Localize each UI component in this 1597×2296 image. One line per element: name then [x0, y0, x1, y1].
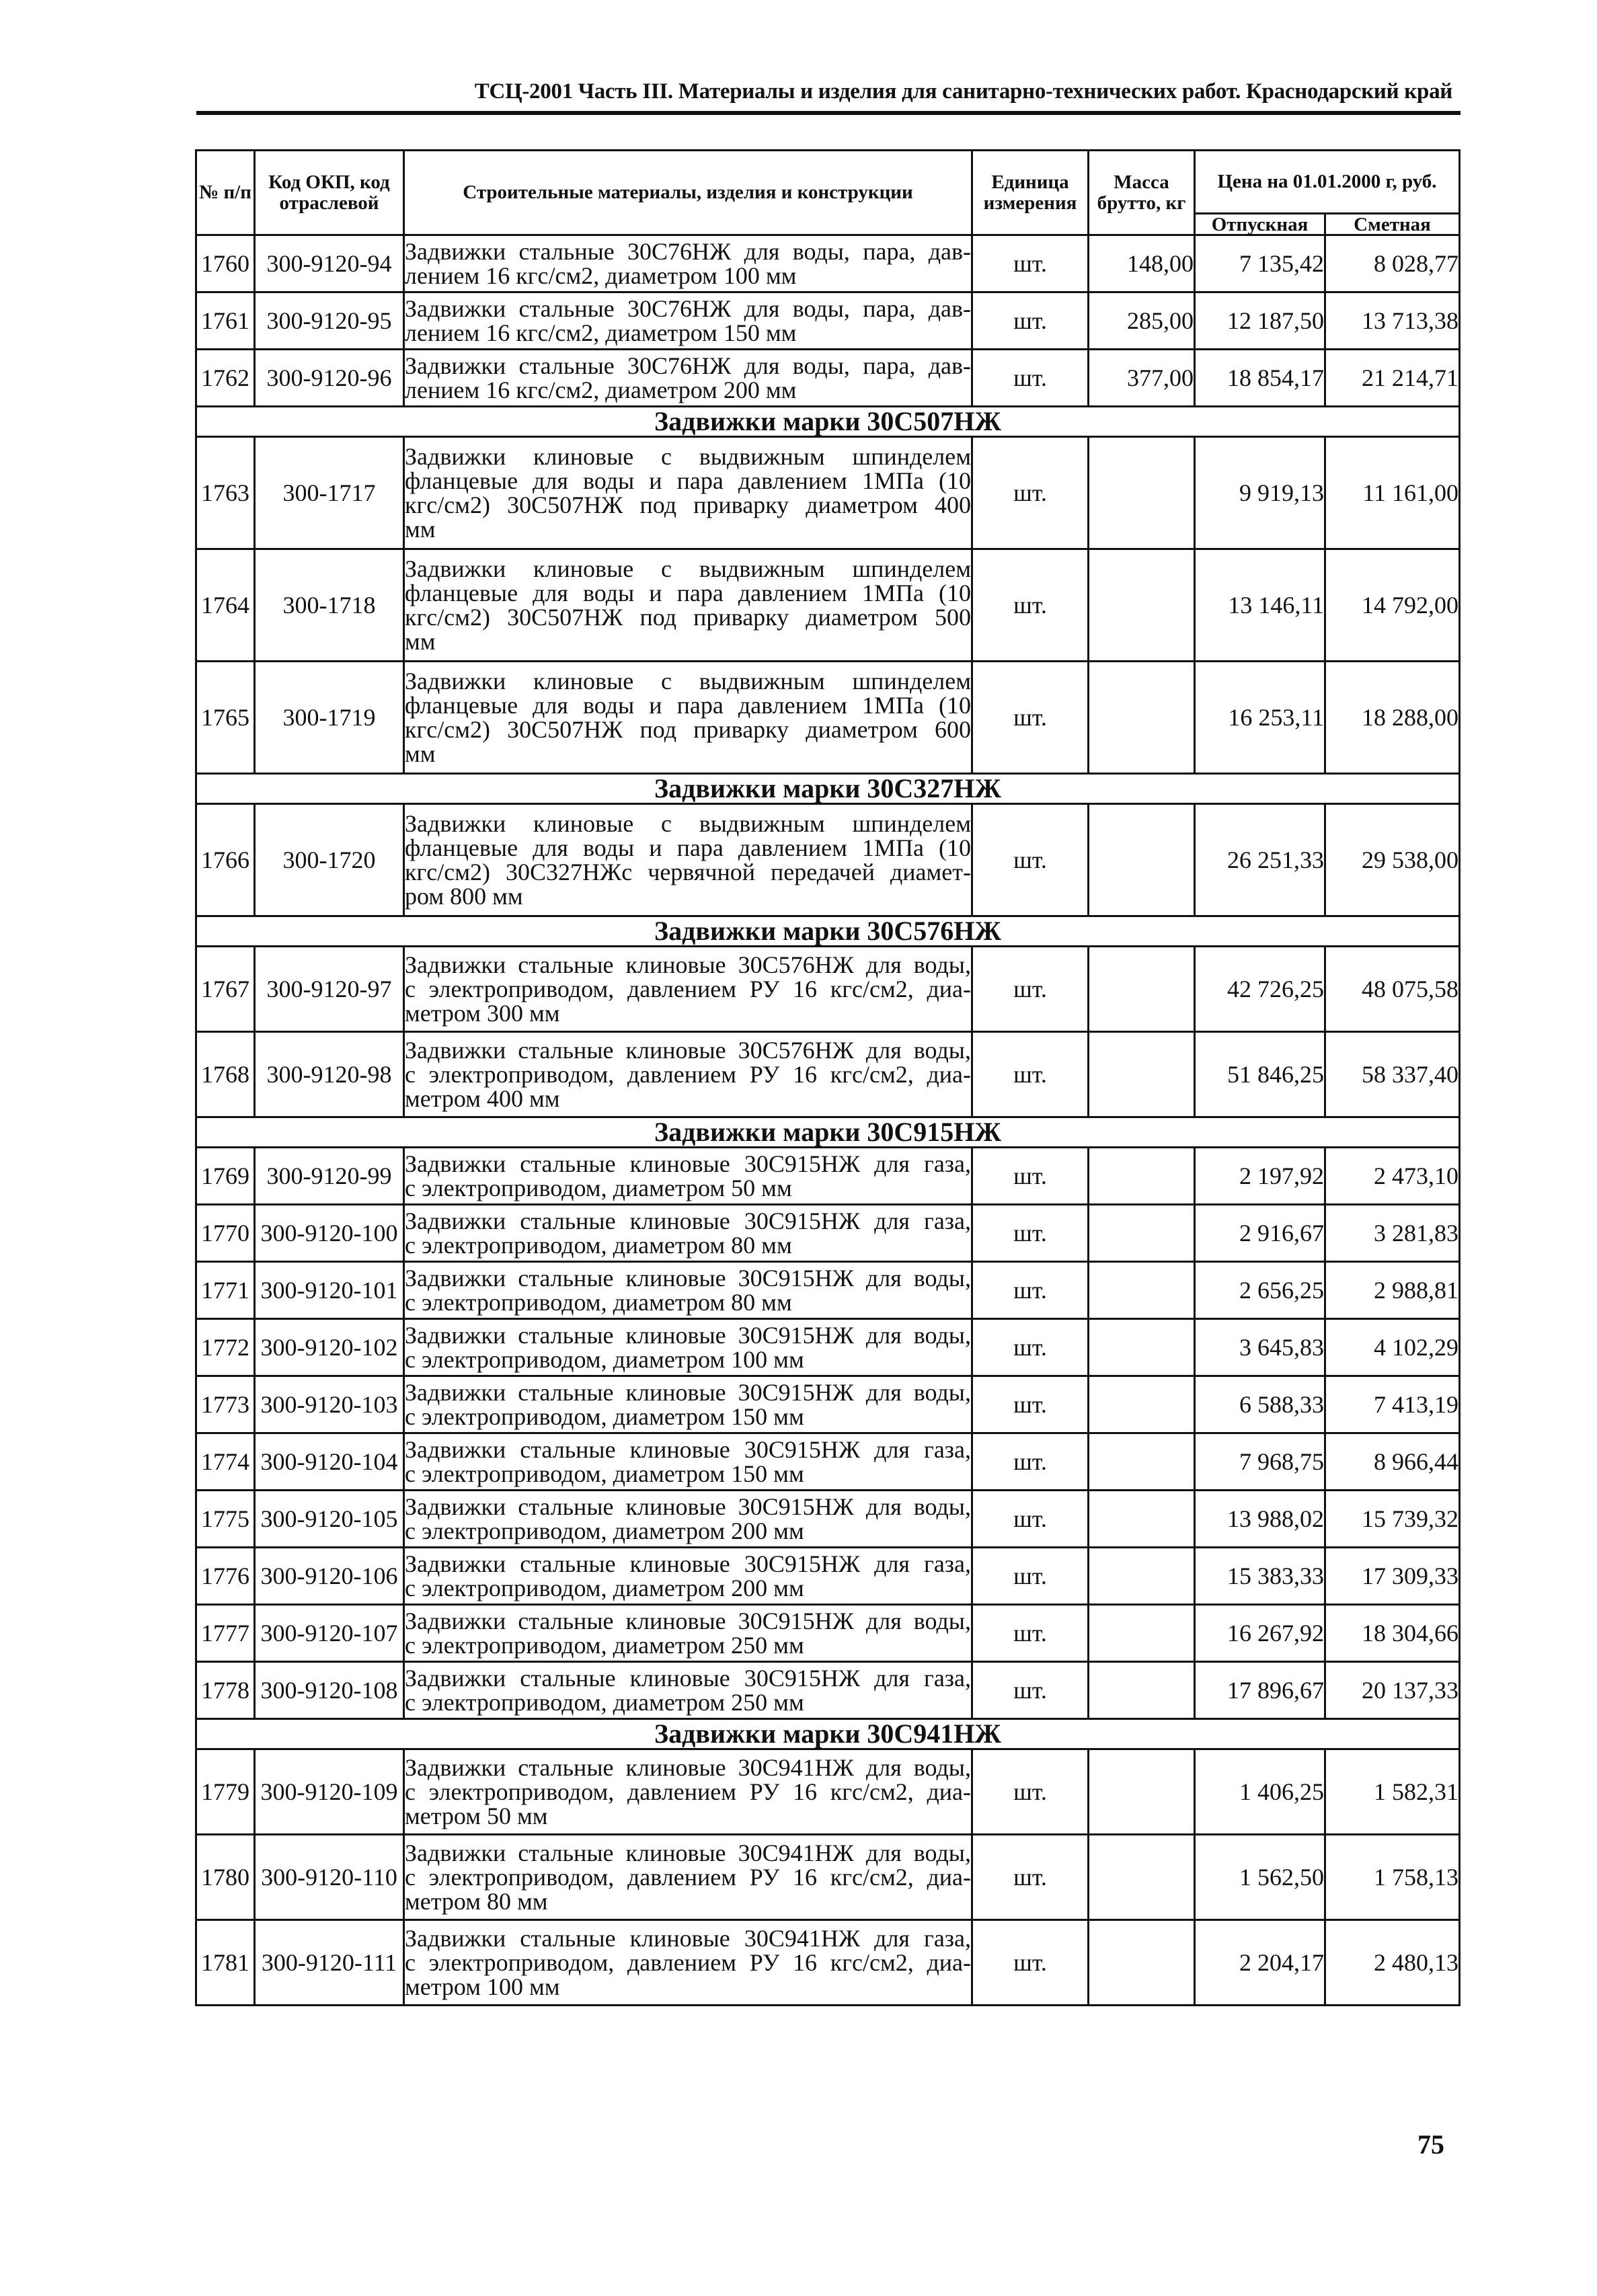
unit-of-measure: шт.: [972, 1749, 1089, 1835]
unit-of-measure: шт.: [972, 804, 1089, 916]
row-number: 1772: [196, 1319, 255, 1376]
release-price: 13 988,02: [1195, 1491, 1325, 1548]
unit-of-measure: шт.: [972, 1319, 1089, 1376]
material-description: [404, 292, 972, 350]
section-header-row: [196, 407, 1460, 437]
okp-code: 300-9120-96: [255, 350, 404, 407]
okp-code: 300-9120-111: [255, 1920, 404, 2006]
description-line: Задвижки стальные 30С76НЖ для воды, пара, дав-: [405, 295, 971, 322]
description-line: Задвижки стальные клиновые 30С915НЖ для газа,: [405, 1665, 971, 1692]
description-line: лением 16 кгс/см2, диаметром 200 мм: [405, 377, 797, 403]
material-description: [404, 1262, 972, 1319]
release-price: 6 588,33: [1195, 1376, 1325, 1433]
row-number: 1769: [196, 1148, 255, 1205]
unit-of-measure: шт.: [972, 1835, 1089, 1920]
unit-of-measure: шт.: [972, 1920, 1089, 2006]
description-line: Задвижки стальные клиновые 30С915НЖ для газа,: [405, 1150, 971, 1177]
okp-code: 300-9120-102: [255, 1319, 404, 1376]
description-line: с электроприводом, диаметром 50 мм: [405, 1175, 792, 1201]
row-number: 1763: [196, 437, 255, 549]
release-price: 2 197,92: [1195, 1148, 1325, 1205]
description-line: метром 400 мм: [405, 1085, 560, 1112]
estimate-price: 18 288,00: [1325, 662, 1460, 774]
row-number: 1764: [196, 549, 255, 662]
description-line: с электроприводом, диаметром 80 мм: [405, 1289, 792, 1316]
description-line: Задвижки клиновые с выдвижным шпинделем: [405, 810, 971, 837]
release-price: 26 251,33: [1195, 804, 1325, 916]
release-price: 7 968,75: [1195, 1433, 1325, 1491]
row-number: 1780: [196, 1835, 255, 1920]
material-description: [404, 947, 972, 1032]
section-title: Задвижки марки 30С507НЖ: [196, 407, 1460, 437]
estimate-price: 18 304,66: [1325, 1605, 1460, 1662]
table-row: [196, 1835, 1460, 1920]
description-line: фланцевые для воды и пара давлением 1МПа (10: [405, 467, 971, 494]
okp-code: 300-1719: [255, 662, 404, 774]
gross-mass: [1089, 804, 1195, 916]
row-number: 1766: [196, 804, 255, 916]
table-row: [196, 1262, 1460, 1319]
estimate-price: 15 739,32: [1325, 1491, 1460, 1548]
estimate-price: 29 538,00: [1325, 804, 1460, 916]
okp-code: 300-9120-101: [255, 1262, 404, 1319]
table-row: [196, 235, 1460, 292]
description-line: с электроприводом, диаметром 200 мм: [405, 1575, 804, 1601]
row-number: 1771: [196, 1262, 255, 1319]
material-description: [404, 1376, 972, 1433]
release-price: 3 645,83: [1195, 1319, 1325, 1376]
col-header-code: Код ОКП, код отраслевой: [255, 151, 404, 235]
col-header-num: № п/п: [196, 151, 255, 235]
description-line: с электроприводом, давлением РУ 16 кгс/см2, диа-: [405, 976, 971, 1002]
description-line: Задвижки стальные клиновые 30С915НЖ для воды,: [405, 1265, 971, 1292]
description-line: с электроприводом, давлением РУ 16 кгс/см2, диа-: [405, 1061, 971, 1088]
description-line: с электроприводом, диаметром 80 мм: [405, 1232, 792, 1259]
gross-mass: [1089, 549, 1195, 662]
row-number: 1778: [196, 1662, 255, 1719]
unit-of-measure: шт.: [972, 1148, 1089, 1205]
row-number: 1770: [196, 1205, 255, 1262]
description-line: Задвижки стальные клиновые 30С576НЖ для воды,: [405, 951, 971, 978]
col-header-desc: Строительные материалы, изделия и конструкции: [404, 151, 972, 235]
table-row: [196, 292, 1460, 350]
material-description: [404, 1491, 972, 1548]
description-line: метром 300 мм: [405, 1000, 560, 1027]
description-line: Задвижки стальные клиновые 30С915НЖ для воды,: [405, 1322, 971, 1349]
table-row: [196, 1548, 1460, 1605]
description-line: Задвижки клиновые с выдвижным шпинделем: [405, 443, 971, 470]
description-line: Задвижки стальные клиновые 30С915НЖ для воды,: [405, 1608, 971, 1634]
unit-of-measure: шт.: [972, 1662, 1089, 1719]
row-number: 1773: [196, 1376, 255, 1433]
header-rule: [196, 111, 1460, 115]
description-line: мм: [405, 740, 436, 767]
material-description: [404, 1662, 972, 1719]
description-line: с электроприводом, диаметром 250 мм: [405, 1689, 804, 1716]
section-title: Задвижки марки 30С327НЖ: [196, 774, 1460, 804]
gross-mass: [1089, 947, 1195, 1032]
description-line: Задвижки стальные 30С76НЖ для воды, пара, дав-: [405, 238, 971, 265]
okp-code: 300-9120-97: [255, 947, 404, 1032]
table-row: [196, 1032, 1460, 1117]
table-row: [196, 350, 1460, 407]
row-number: 1774: [196, 1433, 255, 1491]
table-row: [196, 1148, 1460, 1205]
row-number: 1779: [196, 1749, 255, 1835]
row-number: 1781: [196, 1920, 255, 2006]
okp-code: 300-9120-110: [255, 1835, 404, 1920]
unit-of-measure: шт.: [972, 1376, 1089, 1433]
estimate-price: 2 988,81: [1325, 1262, 1460, 1319]
okp-code: 300-9120-104: [255, 1433, 404, 1491]
gross-mass: [1089, 1920, 1195, 2006]
table-body: [196, 235, 1460, 2006]
row-number: 1775: [196, 1491, 255, 1548]
description-line: с электроприводом, давлением РУ 16 кгс/см2, диа-: [405, 1864, 971, 1891]
description-line: кгс/см2) 30С327НЖс червячной передачей диамет-: [405, 859, 971, 885]
description-line: Задвижки стальные клиновые 30С941НЖ для воды,: [405, 1839, 971, 1866]
material-description: [404, 350, 972, 407]
description-line: с электроприводом, давлением РУ 16 кгс/см2, диа-: [405, 1778, 971, 1805]
material-description: [404, 1835, 972, 1920]
description-line: фланцевые для воды и пара давлением 1МПа (10: [405, 834, 971, 861]
row-number: 1768: [196, 1032, 255, 1117]
release-price: 2 916,67: [1195, 1205, 1325, 1262]
description-line: Задвижки клиновые с выдвижным шпинделем: [405, 668, 971, 695]
col-header-price-estimate: Сметная: [1325, 214, 1460, 235]
material-description: [404, 1548, 972, 1605]
table-row: [196, 1491, 1460, 1548]
release-price: 7 135,42: [1195, 235, 1325, 292]
gross-mass: [1089, 1491, 1195, 1548]
okp-code: 300-9120-107: [255, 1605, 404, 1662]
description-line: Задвижки стальные клиновые 30С941НЖ для газа,: [405, 1925, 971, 1952]
okp-code: 300-9120-109: [255, 1749, 404, 1835]
material-description: [404, 1319, 972, 1376]
release-price: 16 267,92: [1195, 1605, 1325, 1662]
gross-mass: [1089, 1835, 1195, 1920]
okp-code: 300-9120-103: [255, 1376, 404, 1433]
col-header-price: Цена на 01.01.2000 г, руб.: [1195, 151, 1460, 214]
gross-mass: 285,00: [1089, 292, 1195, 350]
row-number: 1765: [196, 662, 255, 774]
material-description: [404, 1749, 972, 1835]
table-row: [196, 1376, 1460, 1433]
row-number: 1776: [196, 1548, 255, 1605]
okp-code: 300-9120-99: [255, 1148, 404, 1205]
estimate-price: 21 214,71: [1325, 350, 1460, 407]
unit-of-measure: шт.: [972, 1032, 1089, 1117]
unit-of-measure: шт.: [972, 1605, 1089, 1662]
estimate-price: 11 161,00: [1325, 437, 1460, 549]
description-line: с электроприводом, диаметром 100 мм: [405, 1346, 804, 1373]
release-price: 1 562,50: [1195, 1835, 1325, 1920]
table-header: [196, 151, 1460, 235]
material-description: [404, 235, 972, 292]
estimate-price: 8 028,77: [1325, 235, 1460, 292]
okp-code: 300-9120-100: [255, 1205, 404, 1262]
material-description: [404, 804, 972, 916]
price-table: [195, 149, 1460, 2006]
unit-of-measure: шт.: [972, 350, 1089, 407]
gross-mass: [1089, 1148, 1195, 1205]
okp-code: 300-9120-106: [255, 1548, 404, 1605]
description-line: с электроприводом, диаметром 250 мм: [405, 1632, 804, 1659]
description-line: Задвижки стальные клиновые 30С915НЖ для воды,: [405, 1379, 971, 1406]
unit-of-measure: шт.: [972, 1262, 1089, 1319]
okp-code: 300-9120-105: [255, 1491, 404, 1548]
col-header-unit: Единица измерения: [972, 151, 1089, 235]
page-header-title: ТСЦ-2001 Часть III. Материалы и изделия для санитарно-технических работ. Краснодарский край: [474, 79, 1452, 104]
release-price: 12 187,50: [1195, 292, 1325, 350]
description-line: Задвижки стальные клиновые 30С915НЖ для газа,: [405, 1436, 971, 1463]
release-price: 13 146,11: [1195, 549, 1325, 662]
row-number: 1760: [196, 235, 255, 292]
description-line: Задвижки стальные клиновые 30С941НЖ для воды,: [405, 1754, 971, 1781]
estimate-price: 14 792,00: [1325, 549, 1460, 662]
estimate-price: 1 758,13: [1325, 1835, 1460, 1920]
page-number: 75: [1417, 2129, 1444, 2160]
estimate-price: 8 966,44: [1325, 1433, 1460, 1491]
gross-mass: [1089, 1749, 1195, 1835]
gross-mass: [1089, 662, 1195, 774]
description-line: ром 800 мм: [405, 883, 523, 910]
material-description: [404, 662, 972, 774]
description-line: фланцевые для воды и пара давлением 1МПа (10: [405, 692, 971, 719]
material-description: [404, 1605, 972, 1662]
description-line: лением 16 кгс/см2, диаметром 100 мм: [405, 262, 797, 289]
table-row: [196, 1605, 1460, 1662]
material-description: [404, 437, 972, 549]
row-number: 1762: [196, 350, 255, 407]
description-line: мм: [405, 628, 436, 655]
table-row: [196, 437, 1460, 549]
unit-of-measure: шт.: [972, 947, 1089, 1032]
section-title: Задвижки марки 30С941НЖ: [196, 1719, 1460, 1749]
gross-mass: [1089, 1605, 1195, 1662]
estimate-price: 7 413,19: [1325, 1376, 1460, 1433]
gross-mass: 148,00: [1089, 235, 1195, 292]
release-price: 2 656,25: [1195, 1262, 1325, 1319]
unit-of-measure: шт.: [972, 1548, 1089, 1605]
material-description: [404, 1920, 972, 2006]
estimate-price: 3 281,83: [1325, 1205, 1460, 1262]
gross-mass: [1089, 1319, 1195, 1376]
release-price: 1 406,25: [1195, 1749, 1325, 1835]
estimate-price: 4 102,29: [1325, 1319, 1460, 1376]
gross-mass: [1089, 1205, 1195, 1262]
section-title: Задвижки марки 30С915НЖ: [196, 1117, 1460, 1148]
description-line: Задвижки стальные клиновые 30С915НЖ для воды,: [405, 1493, 971, 1520]
unit-of-measure: шт.: [972, 662, 1089, 774]
description-line: Задвижки стальные 30С76НЖ для воды, пара, дав-: [405, 352, 971, 379]
description-line: кгс/см2) 30С507НЖ под приварку диаметром 600: [405, 716, 971, 743]
release-price: 17 896,67: [1195, 1662, 1325, 1719]
description-line: метром 80 мм: [405, 1888, 548, 1915]
table-row: [196, 1920, 1460, 2006]
material-description: [404, 1032, 972, 1117]
gross-mass: [1089, 437, 1195, 549]
description-line: Задвижки стальные клиновые 30С915НЖ для газа,: [405, 1550, 971, 1577]
unit-of-measure: шт.: [972, 549, 1089, 662]
okp-code: 300-1718: [255, 549, 404, 662]
table-row: [196, 549, 1460, 662]
okp-code: 300-9120-94: [255, 235, 404, 292]
table-row: [196, 1433, 1460, 1491]
description-line: метром 100 мм: [405, 1973, 560, 2000]
description-line: кгс/см2) 30С507НЖ под приварку диаметром 500: [405, 604, 971, 631]
table-row: [196, 804, 1460, 916]
release-price: 9 919,13: [1195, 437, 1325, 549]
col-header-price-release: Отпускная: [1195, 214, 1325, 235]
description-line: Задвижки стальные клиновые 30С576НЖ для воды,: [405, 1037, 971, 1064]
material-description: [404, 549, 972, 662]
section-header-row: [196, 774, 1460, 804]
row-number: 1777: [196, 1605, 255, 1662]
table-row: [196, 662, 1460, 774]
material-description: [404, 1205, 972, 1262]
description-line: с электроприводом, диаметром 150 мм: [405, 1460, 804, 1487]
unit-of-measure: шт.: [972, 1205, 1089, 1262]
gross-mass: [1089, 1376, 1195, 1433]
section-header-row: [196, 1719, 1460, 1749]
description-line: кгс/см2) 30С507НЖ под приварку диаметром 400: [405, 491, 971, 518]
unit-of-measure: шт.: [972, 1433, 1089, 1491]
description-line: мм: [405, 516, 436, 543]
gross-mass: [1089, 1433, 1195, 1491]
gross-mass: [1089, 1032, 1195, 1117]
row-number: 1767: [196, 947, 255, 1032]
release-price: 18 854,17: [1195, 350, 1325, 407]
estimate-price: 13 713,38: [1325, 292, 1460, 350]
okp-code: 300-9120-98: [255, 1032, 404, 1117]
okp-code: 300-1717: [255, 437, 404, 549]
table-row: [196, 1662, 1460, 1719]
okp-code: 300-1720: [255, 804, 404, 916]
material-description: [404, 1148, 972, 1205]
description-line: Задвижки клиновые с выдвижным шпинделем: [405, 555, 971, 582]
estimate-price: 2 480,13: [1325, 1920, 1460, 2006]
release-price: 42 726,25: [1195, 947, 1325, 1032]
table-row: [196, 1205, 1460, 1262]
unit-of-measure: шт.: [972, 235, 1089, 292]
description-line: с электроприводом, диаметром 200 мм: [405, 1517, 804, 1544]
description-line: фланцевые для воды и пара давлением 1МПа (10: [405, 580, 971, 606]
estimate-price: 2 473,10: [1325, 1148, 1460, 1205]
description-line: Задвижки стальные клиновые 30С915НЖ для газа,: [405, 1208, 971, 1234]
material-description: [404, 1433, 972, 1491]
section-header-row: [196, 916, 1460, 947]
section-title: Задвижки марки 30С576НЖ: [196, 916, 1460, 947]
gross-mass: [1089, 1662, 1195, 1719]
gross-mass: [1089, 1548, 1195, 1605]
release-price: 15 383,33: [1195, 1548, 1325, 1605]
release-price: 16 253,11: [1195, 662, 1325, 774]
description-line: лением 16 кгс/см2, диаметром 150 мм: [405, 319, 797, 346]
okp-code: 300-9120-108: [255, 1662, 404, 1719]
okp-code: 300-9120-95: [255, 292, 404, 350]
unit-of-measure: шт.: [972, 437, 1089, 549]
unit-of-measure: шт.: [972, 1491, 1089, 1548]
gross-mass: 377,00: [1089, 350, 1195, 407]
estimate-price: 17 309,33: [1325, 1548, 1460, 1605]
estimate-price: 58 337,40: [1325, 1032, 1460, 1117]
description-line: с электроприводом, давлением РУ 16 кгс/см2, диа-: [405, 1949, 971, 1976]
row-number: 1761: [196, 292, 255, 350]
section-header-row: [196, 1117, 1460, 1148]
col-header-mass: Масса брутто, кг: [1089, 151, 1195, 235]
estimate-price: 48 075,58: [1325, 947, 1460, 1032]
table-row: [196, 1749, 1460, 1835]
release-price: 2 204,17: [1195, 1920, 1325, 2006]
table-row: [196, 1319, 1460, 1376]
release-price: 51 846,25: [1195, 1032, 1325, 1117]
gross-mass: [1089, 1262, 1195, 1319]
estimate-price: 20 137,33: [1325, 1662, 1460, 1719]
unit-of-measure: шт.: [972, 292, 1089, 350]
table-row: [196, 947, 1460, 1032]
description-line: с электроприводом, диаметром 150 мм: [405, 1403, 804, 1430]
description-line: метром 50 мм: [405, 1803, 548, 1829]
estimate-price: 1 582,31: [1325, 1749, 1460, 1835]
